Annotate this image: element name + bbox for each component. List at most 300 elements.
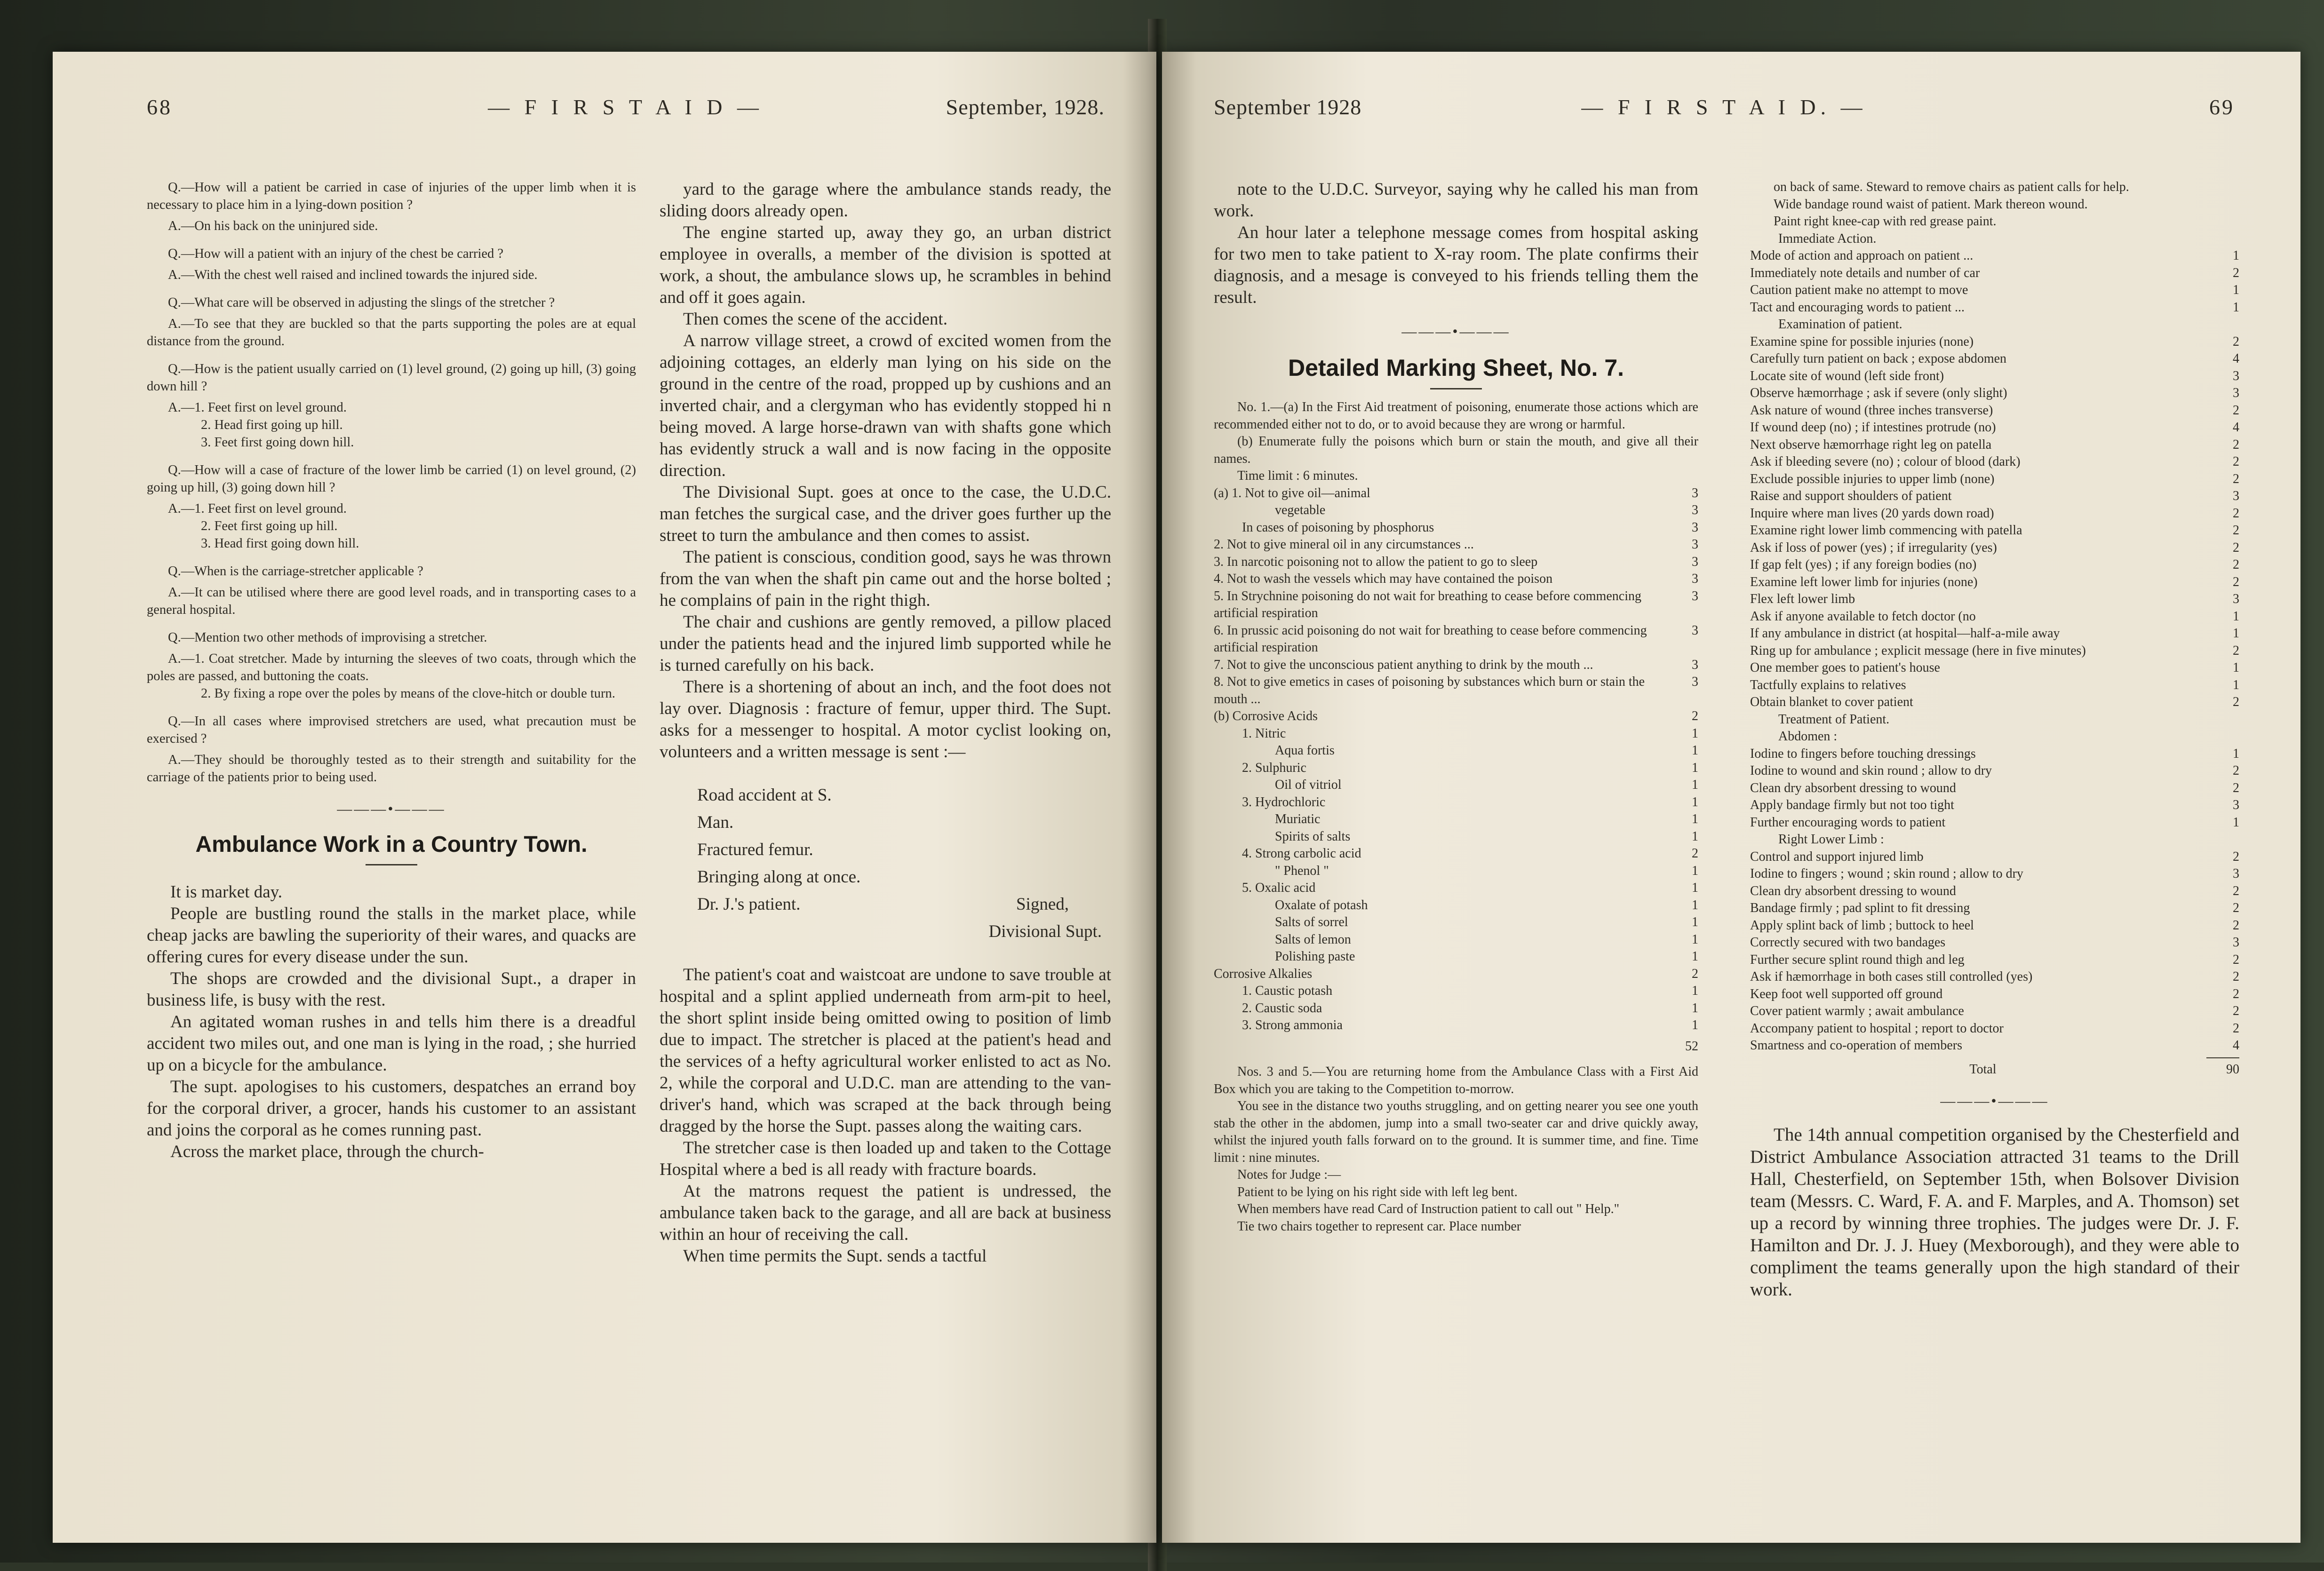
article-paragraph: An agitated woman rushes in and tells him there is a dreadful accident two miles out, and one man is lying in the road, ; she hurried up on a bicycle for the ambulance. — [147, 1012, 636, 1075]
item-points: 1 — [1692, 1018, 1698, 1032]
item-points: 3 — [2233, 935, 2239, 950]
item-points: 2 — [2233, 918, 2239, 933]
scenario-line: Patient to be lying on his right side with left leg bent. — [1237, 1184, 1518, 1199]
item-points: 1 — [1692, 949, 1698, 964]
item-points: 3 — [1692, 623, 1698, 638]
marking-row — [1750, 540, 2239, 557]
left-column-1 — [147, 179, 636, 1524]
item-points: 3 — [1692, 554, 1698, 569]
marking-row — [1750, 488, 2239, 505]
item-label: Ask if loss of power (yes) ; if irregularity (yes) — [1750, 540, 1997, 555]
item-label: 3. Hydrochloric — [1242, 794, 1326, 809]
item-points: 3 — [1692, 674, 1698, 689]
qa-item — [147, 294, 636, 350]
marking-row — [1750, 299, 2239, 317]
article-paragraph: Then comes the scene of the accident. — [683, 309, 947, 329]
item-points: 2 — [2233, 557, 2239, 572]
item-points: 2 — [2233, 574, 2239, 589]
message-signed: Signed, — [1016, 895, 1069, 914]
left-column-2 — [660, 179, 1111, 1524]
action-heading: Immediate Action. — [1778, 231, 1877, 246]
setup-line: Wide bandage round waist of patient. Mark thereon wound. — [1774, 197, 2088, 212]
action-items — [1750, 247, 2239, 316]
marking-row — [1214, 811, 1698, 828]
item-label: Caution patient make no attempt to move — [1750, 283, 1968, 297]
item-points: 2 — [1692, 709, 1698, 723]
item-label: vegetable — [1275, 503, 1326, 517]
qa-list — [147, 179, 636, 786]
marking-row — [1750, 1003, 2239, 1020]
item-points: 2 — [1692, 846, 1698, 861]
marking-row — [1214, 897, 1698, 914]
exam-heading: Examination of patient. — [1778, 317, 1902, 332]
marking-row — [1750, 402, 2239, 420]
item-points: 1 — [2233, 677, 2239, 692]
scenario-line: When members have read Card of Instruction patient to call out " Help." — [1237, 1202, 1620, 1216]
marking-items-a — [1214, 485, 1698, 708]
marking-row — [1750, 471, 2239, 488]
item-label: Apply bandage firmly but not too tight — [1750, 798, 1954, 812]
item-points: 2 — [2233, 265, 2239, 280]
item-points: 2 — [2233, 334, 2239, 349]
item-label: Apply splint back of limb ; buttock to heel — [1750, 918, 1974, 933]
marking-row — [1750, 643, 2239, 660]
running-title-right: — F I R S T A I D. — — [1581, 95, 1867, 119]
marking-row — [1750, 849, 2239, 866]
item-label: Corrosive Alkalies — [1214, 966, 1313, 981]
marking-row — [1750, 986, 2239, 1003]
item-points: 4 — [2233, 420, 2239, 435]
marking-row — [1214, 725, 1698, 743]
marking-sheet-title: Detailed Marking Sheet, No. 7. — [1288, 355, 1624, 381]
question: Q.—How will a patient with an injury of the chest be carried ? — [168, 246, 504, 261]
exam-items — [1750, 333, 2239, 711]
item-label: 7. Not to give the unconscious patient anything to drink by the mouth ... — [1214, 657, 1593, 672]
marking-row — [1214, 554, 1698, 571]
limb-heading: Right Lower Limb : — [1778, 832, 1884, 847]
marking-intro-line: No. 1.—(a) In the First Aid treatment of poisoning, enumerate those actions which are recommended either not to do, or to avoid because they are wrong or harmful. — [1214, 400, 1698, 432]
article-paragraph: The patient's coat and waistcoat are undone to save trouble at hospital and a splint applied underneath from arm-pit to heel, the short splint inside being omitted owing to position of limb due to impact. The stretcher is placed at the patient's head and the services of a hefty agricultural worker enlisted to act as No. 2, while the corporal and U.D.C. man are attending to the van-driver's hand, which was scraped at the back through being dragged by the horse the Supt. passes along the waiting cars. — [660, 965, 1111, 1136]
question: Q.—In all cases where improvised stretchers are used, what precaution must be exercised ? — [147, 714, 636, 746]
article-paragraph: The supt. apologises to his customers, despatches an errand boy for the corporal driver, a grocer, hands his customer to an assistant and joins the corporal as he comes running past. — [147, 1077, 636, 1140]
question: Q.—How will a case of fracture of the lower limb be carried (1) on level ground, (2) going up hill, (3) going down hill ? — [147, 463, 636, 495]
item-label: Iodine to wound and skin round ; allow to dry — [1750, 763, 1992, 778]
marking-row — [1750, 1020, 2239, 1038]
item-points: 1 — [2233, 746, 2239, 761]
right-page — [1162, 52, 2300, 1543]
item-label: 5. In Strychnine poisoning do not wait for breathing to cease before commencing artificial respiration — [1214, 588, 1641, 620]
marking-row — [1750, 591, 2239, 608]
message-line: Bringing along at once. — [697, 867, 861, 887]
answer: 2. Head first going up hill. — [201, 418, 343, 432]
answer: A.—It can be utilised where there are good level roads, and in transporting cases to a general hospital. — [147, 585, 636, 617]
item-label: 8. Not to give emetics in cases of poisoning by substances which burn or stain the mouth ... — [1214, 674, 1645, 706]
item-points: 2 — [2233, 969, 2239, 984]
marking-intro — [1214, 399, 1698, 485]
separator-right-2: ———•——— — [1940, 1092, 2049, 1109]
marking-row — [1750, 368, 2239, 385]
item-points: 3 — [1692, 503, 1698, 517]
item-points: 1 — [1692, 760, 1698, 775]
item-points: 3 — [1692, 485, 1698, 500]
marking-row — [1750, 900, 2239, 917]
marking-row — [1750, 522, 2239, 540]
item-points: 3 — [2233, 866, 2239, 881]
item-label: Examine left lower limb for injuries (none) — [1750, 574, 1978, 589]
item-points: 3 — [1692, 571, 1698, 586]
running-title: — F I R S T A I D — — [488, 95, 764, 119]
item-label: Examine right lower limb commencing with patella — [1750, 523, 2022, 538]
item-label: Iodine to fingers before touching dressings — [1750, 746, 1976, 761]
item-points: 2 — [2233, 403, 2239, 418]
item-points: 4 — [2233, 351, 2239, 366]
marking-row — [1214, 1000, 1698, 1017]
item-points: 3 — [1692, 520, 1698, 535]
question: Q.—When is the carriage-stretcher applicable ? — [168, 564, 423, 579]
marking-row — [1214, 657, 1698, 674]
answer: 2. Feet first going up hill. — [201, 519, 338, 533]
marking-row — [1750, 659, 2239, 677]
item-label: Inquire where man lives (20 yards down road) — [1750, 506, 1994, 521]
marking-row — [1750, 677, 2239, 694]
item-label: 3. In narcotic poisoning not to allow the patient to go to sleep — [1214, 554, 1538, 569]
item-label: 2. Sulphuric — [1242, 760, 1306, 775]
scenario-line: Notes for Judge :— — [1237, 1167, 1341, 1182]
item-label: Ask nature of wound (three inches transverse) — [1750, 403, 1993, 418]
item-label: 4. Strong carbolic acid — [1242, 846, 1361, 861]
item-points: 2 — [2233, 849, 2239, 864]
total-rule — [2206, 1057, 2239, 1058]
marking-row — [1750, 934, 2239, 952]
item-points: 1 — [1692, 881, 1698, 895]
marking-row — [1214, 828, 1698, 846]
item-label: Obtain blanket to cover patient — [1750, 695, 1913, 709]
message-lines — [697, 782, 1111, 891]
marking-row — [1750, 282, 2239, 299]
marking-row — [1214, 760, 1698, 777]
left-page — [53, 52, 1156, 1543]
item-points: 2 — [2233, 763, 2239, 778]
subtotal: 52 — [1685, 1039, 1698, 1054]
item-points: 2 — [2233, 540, 2239, 555]
scenario-line: Nos. 3 and 5.—You are returning home from the Ambulance Class with a First Aid Box which you are taking to the Competition to-morrow. — [1214, 1064, 1698, 1096]
abdomen-heading: Abdomen : — [1778, 729, 1838, 744]
written-message — [660, 782, 1111, 945]
item-label: Oxalate of potash — [1275, 897, 1368, 912]
item-points: 3 — [2233, 592, 2239, 606]
article-paragraph: It is market day. — [170, 882, 283, 902]
item-label: Salts of sorrel — [1275, 915, 1348, 929]
item-points: 2 — [2233, 471, 2239, 486]
article-paragraph: The chair and cushions are gently removed, a pillow placed under the patients head and the injured limb supported while he is turned carefully on his back. — [660, 612, 1111, 675]
right-running-head — [1214, 81, 2235, 133]
message-signer: Divisional Supt. — [988, 922, 1102, 941]
total-value: 90 — [2226, 1062, 2239, 1077]
item-label: Further encouraging words to patient — [1750, 815, 1946, 830]
item-label: Ring up for ambulance ; explicit message (here in five minutes) — [1750, 643, 2086, 658]
marking-row — [1750, 608, 2239, 626]
marking-row — [1750, 968, 2239, 986]
marking-row — [1214, 948, 1698, 966]
item-points: 2 — [2233, 506, 2239, 521]
item-points: 3 — [2233, 368, 2239, 383]
item-points: 2 — [2233, 1021, 2239, 1036]
right-column-2 — [1750, 179, 2239, 1524]
marking-row — [1214, 931, 1698, 949]
item-points: 2 — [2233, 643, 2239, 658]
article-paragraph: A narrow village street, a crowd of excited women from the adjoining cottages, an elderly man lying on his side on the ground in the centre of the road, propped up by cushions and an inverted chair, and a clergyman who has evidently stopped hi n being moved. A large horse-drawn van with shafts gone which has evidently struck a wall and is now facing in the opposite direction. — [660, 331, 1111, 480]
item-label: 1. Nitric — [1242, 726, 1286, 741]
marking-items-b — [1214, 708, 1698, 1034]
item-label: Further secure splint round thigh and leg — [1750, 952, 1965, 967]
item-points: 1 — [2233, 815, 2239, 830]
article-paragraph: The patient is conscious, condition good, says he was thrown from the van when the shaft pin came out and the horse bolted ; he complains of pain in the right thigh. — [660, 547, 1111, 610]
item-label: Keep foot well supported off ground — [1750, 986, 1943, 1001]
item-label: 6. In prussic acid poisoning do not wait for breathing to cease before commencing artificial respiration — [1214, 623, 1647, 655]
marking-title-rule — [1430, 388, 1482, 389]
article-paragraph: When time permits the Supt. sends a tactful — [683, 1246, 987, 1266]
article-paragraph: The shops are crowded and the divisional Supt., a draper in business life, is busy with the rest. — [147, 969, 636, 1010]
item-label: Observe hæmorrhage ; ask if severe (only slight) — [1750, 386, 2007, 400]
item-label: Flex left lower limb — [1750, 592, 1855, 606]
marking-row — [1214, 502, 1698, 519]
message-sign-left: Dr. J.'s patient. — [697, 895, 801, 914]
marking-row — [1750, 865, 2239, 883]
marking-row — [1750, 917, 2239, 935]
item-points: 3 — [1692, 657, 1698, 672]
limb-items — [1750, 849, 2239, 1055]
article-paragraph: People are bustling round the stalls in the market place, while cheap jacks are bawling the superiority of their wares, and quacks are offering cures for every disease under the sun. — [147, 904, 636, 967]
article-paragraph: An hour later a telephone message comes from hospital asking for two men to take patient to X-ray room. The plate confirms their diagnosis, and a mesage is conveyed to his friends telling them the result. — [1214, 223, 1698, 307]
item-label: Carefully turn patient on back ; expose abdomen — [1750, 351, 2007, 366]
marking-row — [1750, 780, 2239, 797]
item-points: 2 — [2233, 523, 2239, 538]
page-number-right: 69 — [2209, 95, 2235, 119]
qa-item — [147, 461, 636, 552]
message-line: Fractured femur. — [697, 840, 813, 859]
qa-item — [147, 563, 636, 619]
item-label: Immediately note details and number of car — [1750, 265, 1980, 280]
item-label: 3. Strong ammonia — [1242, 1018, 1343, 1032]
item-points: 3 — [1692, 537, 1698, 552]
item-label: Ask if bleeding severe (no) ; colour of blood (dark) — [1750, 454, 2021, 469]
treatment-heading: Treatment of Patient. — [1778, 712, 1890, 727]
item-label: Mode of action and approach on patient ... — [1750, 248, 1974, 263]
article-paragraph: At the matrons request the patient is undressed, the ambulance taken back to the garage, and all are back at business within an hour of receiving the call. — [660, 1182, 1111, 1244]
answer: A.—1. Feet first on level ground. — [168, 501, 347, 516]
nos-3-5-text — [1214, 1063, 1698, 1235]
item-points: 3 — [2233, 489, 2239, 503]
item-points: 1 — [1692, 778, 1698, 792]
marking-row — [1214, 845, 1698, 863]
title-rule — [366, 864, 417, 865]
total-row — [1750, 1061, 2239, 1079]
answer: A.—On his back on the uninjured side. — [168, 219, 378, 233]
item-points: 3 — [2233, 798, 2239, 812]
item-points: 4 — [2233, 1038, 2239, 1053]
item-points: 1 — [2233, 660, 2239, 675]
question: Q.—How will a patient be carried in case of injuries of the upper limb when it is necessary to place him in a lying-down position ? — [147, 180, 636, 212]
marking-row — [1750, 436, 2239, 454]
marking-row — [1214, 571, 1698, 588]
item-label: Muriatic — [1275, 812, 1321, 826]
item-label: Correctly secured with two bandages — [1750, 935, 1946, 950]
marking-row — [1750, 952, 2239, 969]
marking-row — [1214, 588, 1698, 622]
marking-row — [1214, 863, 1698, 880]
item-label: Accompany patient to hospital ; report to doctor — [1750, 1021, 2004, 1036]
item-label: Locate site of wound (left side front) — [1750, 368, 1944, 383]
marking-row — [1750, 625, 2239, 643]
marking-row — [1750, 265, 2239, 282]
item-points: 2 — [2233, 780, 2239, 795]
item-label: 1. Caustic potash — [1242, 984, 1333, 998]
item-label: (b) Corrosive Acids — [1214, 709, 1318, 723]
marking-row — [1750, 1037, 2239, 1055]
marking-row — [1750, 385, 2239, 402]
separator-right: ———•——— — [1401, 323, 1511, 340]
item-label: Cover patient warmly ; await ambulance — [1750, 1004, 1964, 1018]
item-label: Polishing paste — [1275, 949, 1355, 964]
item-label: Smartness and co-operation of members — [1750, 1038, 1962, 1053]
item-label: " Phenol " — [1275, 863, 1329, 878]
marking-row — [1750, 556, 2239, 574]
marking-row — [1214, 966, 1698, 983]
item-label: In cases of poisoning by phosphorus — [1242, 520, 1434, 535]
answer: A.—With the chest well raised and inclined towards the injured side. — [168, 268, 538, 282]
message-line: Road accident at S. — [697, 786, 832, 805]
answer: A.—1. Feet first on level ground. — [168, 400, 347, 415]
setup-notes — [1750, 179, 2239, 230]
item-label: Exclude possible injuries to upper limb (none) — [1750, 471, 1995, 486]
item-label: Tact and encouraging words to patient ... — [1750, 300, 1965, 315]
marking-row — [1214, 536, 1698, 554]
marking-row — [1214, 1017, 1698, 1034]
item-points: 1 — [1692, 812, 1698, 826]
marking-row — [1214, 674, 1698, 708]
closing-paragraph: The 14th annual competition organised by the Chesterfield and District Ambulance Association attracted 31 teams to the Drill Hall, Chesterfield, on September 15th, when Bolsover Division team (Messrs. C. Ward, F. A. and F. Marples, and A. Thomson) set up a record by winning three trophies. The judges were Dr. J. F. Hamilton and Dr. J. J. Huey (Mexborough), and they were able to compliment the teams generally upon the high standard of their work. — [1750, 1125, 2239, 1300]
marking-row — [1214, 742, 1698, 760]
right-column-1 — [1214, 179, 1698, 1524]
item-label: Control and support injured limb — [1750, 849, 1924, 864]
qa-item — [147, 629, 636, 702]
item-points: 1 — [1692, 863, 1698, 878]
item-points: 2 — [1692, 966, 1698, 981]
article-paragraph: The stretcher case is then loaded up and taken to the Cottage Hospital where a bed is all ready with fracture boards. — [660, 1138, 1111, 1179]
marking-row — [1750, 350, 2239, 368]
item-points: 1 — [1692, 794, 1698, 809]
item-points: 1 — [2233, 248, 2239, 263]
item-label: (a) 1. Not to give oil—animal — [1214, 485, 1370, 500]
answer: A.—1. Coat stretcher. Made by inturning the sleeves of two coats, through which the poles are passed, and buttoning the coats. — [147, 651, 636, 683]
marking-row — [1750, 247, 2239, 265]
marking-row — [1750, 574, 2239, 591]
answer: 2. By fixing a rope over the poles by means of the clove-hitch or double turn. — [201, 686, 615, 701]
setup-line: on back of same. Steward to remove chairs as patient calls for help. — [1774, 180, 2129, 194]
question: Q.—What care will be observed in adjusting the slings of the stretcher ? — [168, 295, 555, 310]
marking-row — [1750, 694, 2239, 711]
item-points: 3 — [2233, 386, 2239, 400]
item-points: 1 — [1692, 915, 1698, 929]
marking-row — [1750, 505, 2239, 523]
marking-row — [1214, 914, 1698, 931]
answer: 3. Feet first going down hill. — [201, 435, 354, 450]
marking-row — [1750, 746, 2239, 763]
question: Q.—How is the patient usually carried on (1) level ground, (2) going up hill, (3) going down hill ? — [147, 362, 636, 394]
article-paragraph: note to the U.D.C. Surveyor, saying why he called his man from work. — [1214, 180, 1698, 221]
item-label: Ask if anyone available to fetch doctor (no — [1750, 609, 1976, 624]
qa-item — [147, 360, 636, 451]
separator: ———•——— — [337, 800, 446, 817]
item-label: Bandage firmly ; pad splint to fit dressing — [1750, 901, 1970, 915]
article-paragraph: yard to the garage where the ambulance stands ready, the sliding doors already open. — [660, 180, 1111, 221]
item-points: 1 — [2233, 300, 2239, 315]
marking-intro-line: Time limit : 6 minutes. — [1237, 468, 1358, 483]
item-label: If any ambulance in district (at hospital—half-a-mile away — [1750, 626, 2060, 641]
marking-row — [1214, 485, 1698, 502]
total-label: Total — [1969, 1062, 1997, 1077]
marking-row — [1214, 777, 1698, 794]
qa-item — [147, 713, 636, 786]
article-title: Ambulance Work in a Country Town. — [195, 832, 588, 857]
marking-intro-line: (b) Enumerate fully the poisons which burn or stain the mouth, and give all their names. — [1214, 434, 1698, 466]
item-points: 2 — [2233, 986, 2239, 1001]
article-paragraph: The engine started up, away they go, an urban district employee in overalls, a member of the division is spotted at work, a shout, the ambulance slows up, he scrambles in behind and off it goes again. — [660, 223, 1111, 307]
item-points: 1 — [1692, 726, 1698, 741]
item-label: Next observe hæmorrhage right leg on patella — [1750, 437, 1992, 452]
item-points: 1 — [1692, 743, 1698, 758]
item-label: Spirits of salts — [1275, 829, 1351, 844]
qa-item — [147, 179, 636, 235]
item-points: 2 — [2233, 883, 2239, 898]
item-label: 2. Caustic soda — [1242, 1000, 1322, 1016]
item-label: Ask if hæmorrhage in both cases still controlled (yes) — [1750, 969, 2033, 984]
scenario-line: You see in the distance two youths struggling, and on getting nearer you see one youth stab the other in the abdomen, jump into a small two-seater car and drive quickly away, whilst the injured youth falls forward on to the ground. It is summer time, and fine. Time limit : nine minutes. — [1214, 1099, 1698, 1165]
article-paragraph: Across the market place, through the church- — [170, 1142, 484, 1161]
marking-row — [1214, 983, 1698, 1000]
article-paragraph: There is a shortening of about an inch, and the foot does not lay over. Diagnosis : fracture of femur, upper third. The Supt. asks for a messenger to hospital. A motor cyclist looking on, volunteers and a written message is sent :— — [660, 677, 1111, 762]
left-running-head — [147, 81, 1105, 133]
item-points: 1 — [1692, 932, 1698, 947]
item-label: Clean dry absorbent dressing to wound — [1750, 883, 1956, 898]
message-line: Man. — [697, 813, 734, 832]
marking-row — [1214, 794, 1698, 811]
item-points: 1 — [2233, 609, 2239, 624]
item-points: 2 — [2233, 1004, 2239, 1018]
scenario-line: Tie two chairs together to represent car. Place number — [1237, 1219, 1521, 1234]
question: Q.—Mention two other methods of improvising a stretcher. — [168, 630, 487, 645]
item-points: 1 — [2233, 283, 2239, 297]
marking-row — [1214, 519, 1698, 537]
qa-item — [147, 245, 636, 284]
marking-row — [1750, 797, 2239, 814]
item-points: 1 — [2233, 626, 2239, 641]
item-points: 1 — [1692, 1000, 1698, 1016]
item-label: 4. Not to wash the vessels which may have contained the poison — [1214, 571, 1553, 586]
item-points: 3 — [1692, 588, 1698, 603]
item-points: 1 — [1692, 829, 1698, 844]
answer: A.—They should be thoroughly tested as to their strength and suitability for the carriage of the patients prior to being used. — [147, 753, 636, 785]
marking-row — [1214, 622, 1698, 657]
abdomen-items — [1750, 746, 2239, 832]
item-label: Tactfully explains to relatives — [1750, 677, 1906, 692]
item-label: Clean dry absorbent dressing to wound — [1750, 780, 1956, 795]
item-label: Aqua fortis — [1275, 743, 1335, 758]
item-label: 5. Oxalic acid — [1242, 881, 1316, 895]
item-points: 2 — [2233, 952, 2239, 967]
item-points: 1 — [1692, 984, 1698, 998]
article-column-1 — [147, 881, 636, 1163]
